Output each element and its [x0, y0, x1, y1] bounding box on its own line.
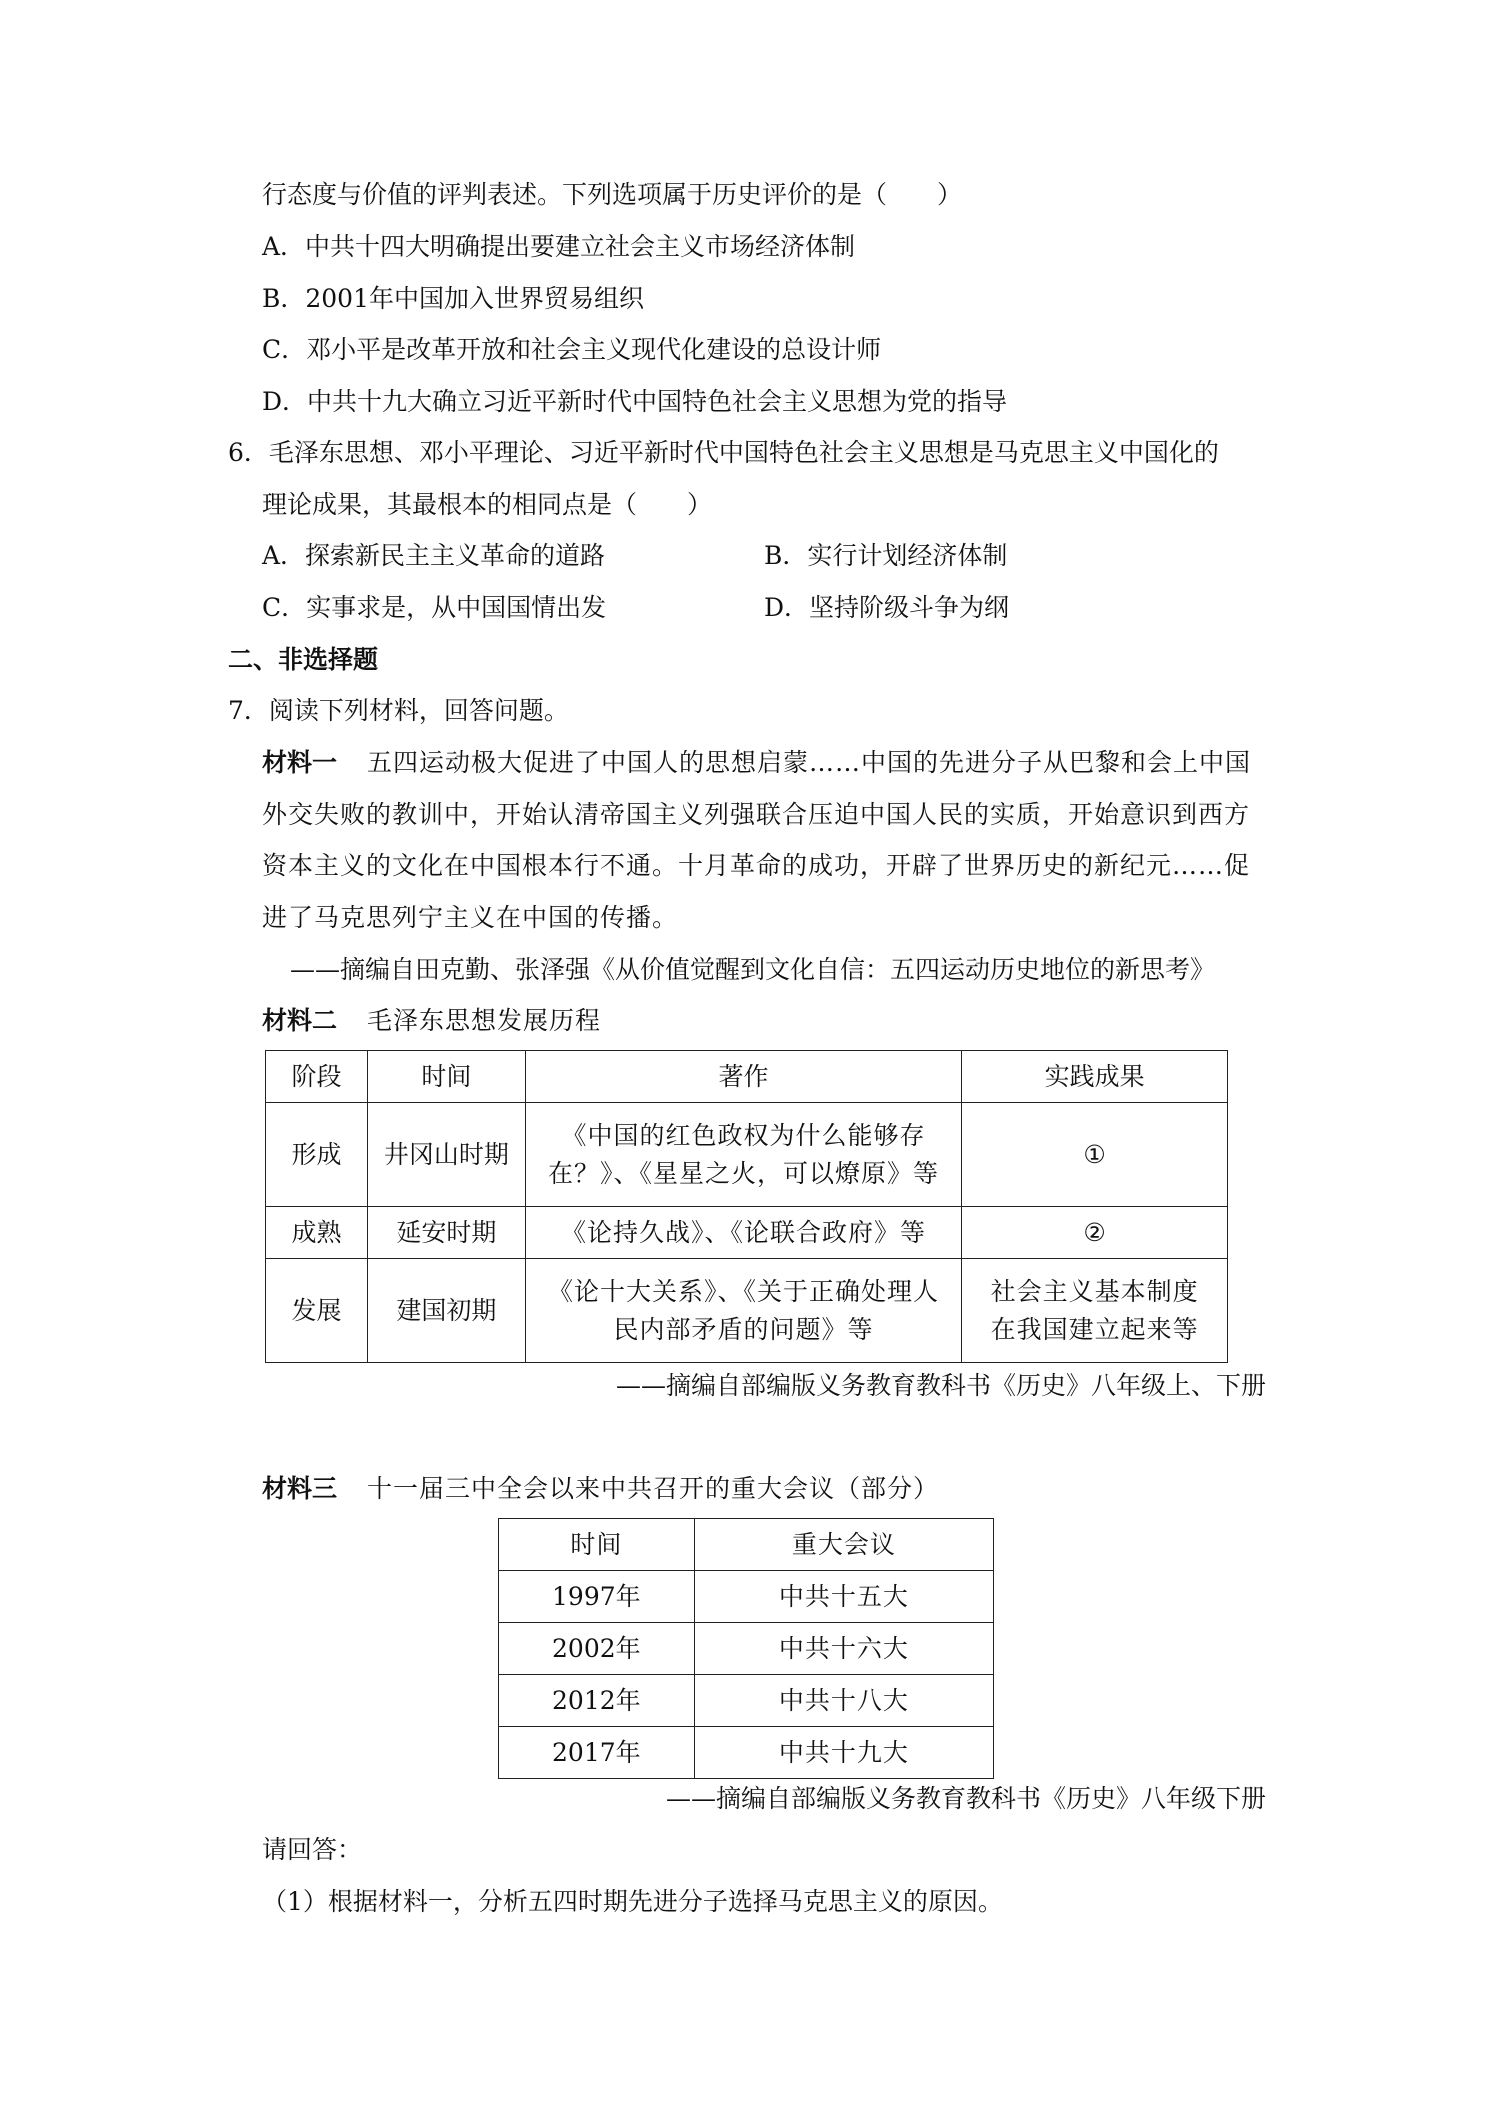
table-cell: 2002年	[499, 1623, 695, 1675]
q5-option-d: D．中共十九大确立习近平新时代中国特色社会主义思想为党的指导	[262, 387, 1008, 416]
table-cell: 形成	[266, 1103, 368, 1207]
table-cell-works: 《论持久战》、《论联合政府》等	[525, 1207, 962, 1259]
table-header-cell: 实践成果	[962, 1051, 1228, 1103]
works-line: 《中国的红色政权为什么能够存	[561, 1120, 926, 1150]
table-header-row	[499, 1519, 994, 1571]
results-line: 在我国建立起来等	[990, 1314, 1199, 1344]
table-cell-results	[962, 1259, 1228, 1363]
table-header-row	[266, 1051, 1228, 1103]
material1-line2: 外交失败的教训中，开始认清帝国主义列强联合压迫中国人民的实质，开始意识到西方	[262, 800, 1251, 829]
material2-label: 材料二	[262, 1006, 338, 1035]
table-cell: 发展	[266, 1259, 368, 1363]
q6-stem-line1: 6．毛泽东思想、邓小平理论、习近平新时代中国特色社会主义思想是马克思主义中国化的	[228, 438, 1219, 467]
material1-line3: 资本主义的文化在中国根本行不通。十月革命的成功，开辟了世界历史的新纪元……促	[262, 851, 1251, 880]
table-cell: ②	[962, 1207, 1228, 1259]
results-line: 社会主义基本制度	[990, 1276, 1199, 1306]
table-cell: 延安时期	[367, 1207, 525, 1259]
table-header-cell: 时间	[367, 1051, 525, 1103]
q6-option-c: C．实事求是，从中国国情出发	[262, 593, 607, 622]
works-line: 《论十大关系》、《关于正确处理人	[548, 1276, 940, 1306]
table-cell-works	[525, 1103, 962, 1207]
table-cell: 成熟	[266, 1207, 368, 1259]
table-cell-works	[525, 1259, 962, 1363]
material3-source: ——摘编自部编版义务教育教科书《历史》八年级下册	[665, 1784, 1266, 1813]
material1-text-1: 五四运动极大促进了中国人的思想启蒙……中国的先进分子从巴黎和会上中国	[367, 748, 1252, 777]
works-line: 在？》、《星星之火，可以燎原》等	[548, 1158, 940, 1188]
sub-question-1: （1）根据材料一，分析五四时期先进分子选择马克思主义的原因。	[262, 1887, 1003, 1916]
q6-option-b: B．实行计划经济体制	[764, 541, 1008, 570]
table-header-cell: 著作	[525, 1051, 962, 1103]
table-cell: 2012年	[499, 1675, 695, 1727]
material3-label: 材料三	[262, 1474, 338, 1503]
works-line: 民内部矛盾的问题》等	[613, 1314, 874, 1344]
table-row	[266, 1103, 1228, 1207]
table-row	[266, 1207, 1228, 1259]
q6-stem-line2: 理论成果，其最根本的相同点是（ ）	[262, 490, 713, 519]
table-row	[499, 1675, 994, 1727]
table-row	[266, 1259, 1228, 1363]
q5-stem-continuation: 行态度与价值的评判表述。下列选项属于历史评价的是（ ）	[262, 180, 963, 209]
table-header-cell: 时间	[499, 1519, 695, 1571]
q5-option-b: B．2001年中国加入世界贸易组织	[262, 284, 644, 313]
section-title: 二、非选择题	[228, 645, 379, 674]
material1-label: 材料一	[262, 748, 338, 777]
material2-table	[265, 1050, 1228, 1363]
table-cell: 1997年	[499, 1571, 695, 1623]
material2-heading	[262, 1004, 601, 1038]
table-row	[499, 1727, 994, 1779]
table-row	[499, 1571, 994, 1623]
material3-table	[498, 1518, 994, 1779]
material3-title: 十一届三中全会以来中共召开的重大会议（部分）	[367, 1474, 940, 1503]
table-cell: 2017年	[499, 1727, 695, 1779]
q5-option-a: A．中共十四大明确提出要建立社会主义市场经济体制	[262, 232, 856, 261]
material2-source: ——摘编自部编版义务教育教科书《历史》八年级上、下册	[615, 1371, 1266, 1400]
table-row	[499, 1623, 994, 1675]
material3-heading	[262, 1472, 939, 1506]
table-cell: 中共十九大	[694, 1727, 993, 1779]
table-cell: 井冈山时期	[367, 1103, 525, 1207]
q7-stem: 7．阅读下列材料，回答问题。	[228, 696, 569, 725]
ask-prompt: 请回答：	[262, 1835, 363, 1864]
table-cell: 建国初期	[367, 1259, 525, 1363]
q5-option-c: C．邓小平是改革开放和社会主义现代化建设的总设计师	[262, 335, 882, 364]
table-cell: 中共十六大	[694, 1623, 993, 1675]
q6-option-d: D．坚持阶级斗争为纲	[764, 593, 1010, 622]
table-cell: ①	[962, 1103, 1228, 1207]
table-cell: 中共十五大	[694, 1571, 993, 1623]
material1-line1	[262, 746, 1251, 780]
material1-line4: 进了马克思列宁主义在中国的传播。	[262, 903, 679, 932]
table-cell: 中共十八大	[694, 1675, 993, 1727]
table-header-cell: 重大会议	[694, 1519, 993, 1571]
material1-source: ——摘编自田克勤、张泽强《从价值觉醒到文化自信：五四运动历史地位的新思考》	[290, 955, 1216, 984]
q6-option-a: A．探索新民主主义革命的道路	[262, 541, 606, 570]
table-header-cell: 阶段	[266, 1051, 368, 1103]
material2-title: 毛泽东思想发展历程	[367, 1006, 602, 1035]
